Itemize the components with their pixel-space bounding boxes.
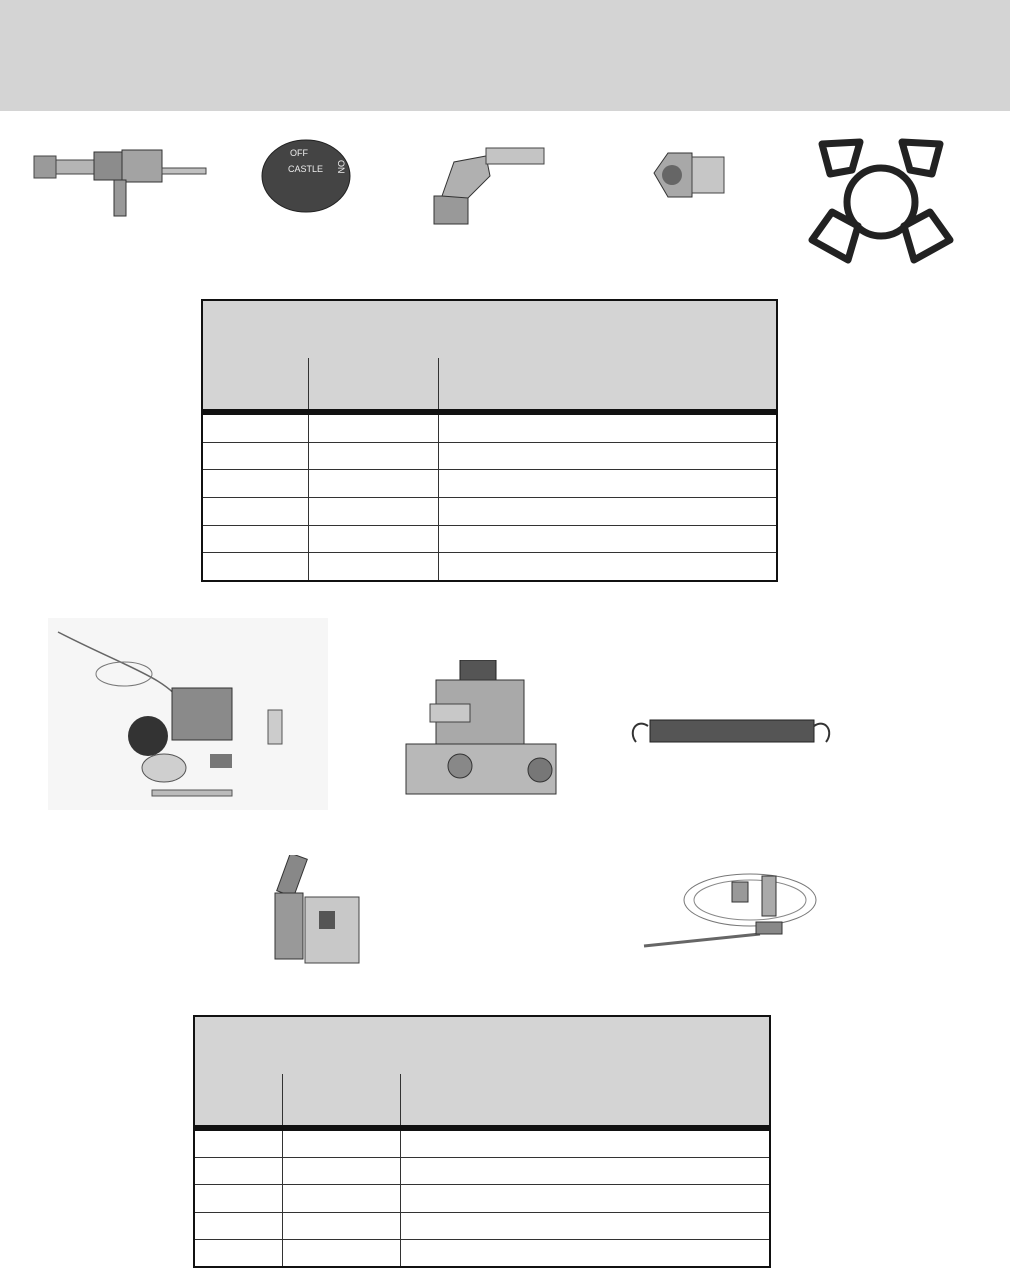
parts-table-1 bbox=[201, 299, 778, 582]
table-row bbox=[195, 1212, 769, 1239]
table-2-header bbox=[195, 1017, 769, 1125]
table-1-col-3-header bbox=[439, 358, 776, 409]
burner-grate-image bbox=[808, 136, 954, 268]
thermostat-kit-image bbox=[48, 618, 328, 810]
table-1-col-2-header bbox=[309, 358, 439, 409]
header-band bbox=[0, 0, 1010, 111]
table-row bbox=[195, 1184, 769, 1211]
table-2-col-3-header bbox=[401, 1074, 769, 1125]
knob-on-text: ON bbox=[336, 160, 346, 174]
pilot-burner-image bbox=[265, 855, 365, 970]
safety-valve-image bbox=[400, 660, 564, 812]
spring-image bbox=[626, 712, 836, 752]
table-1-col-1-header bbox=[203, 358, 309, 409]
castle-knob-image bbox=[258, 136, 358, 216]
table-row bbox=[203, 442, 776, 470]
pipe-adapter-image bbox=[650, 145, 730, 205]
table-row bbox=[203, 525, 776, 553]
table-row bbox=[203, 469, 776, 497]
gas-valve-image bbox=[30, 138, 210, 223]
table-row bbox=[195, 1239, 769, 1266]
parts-table-2 bbox=[193, 1015, 771, 1268]
thermocouple-kit-image bbox=[640, 862, 820, 954]
table-2-col-1-header bbox=[195, 1074, 283, 1125]
knob-brand-text: CASTLE bbox=[288, 164, 324, 174]
table-row bbox=[195, 1157, 769, 1184]
elbow-fitting-image bbox=[430, 138, 550, 230]
table-row bbox=[195, 1131, 769, 1157]
table-2-col-2-header bbox=[283, 1074, 401, 1125]
table-1-header bbox=[203, 301, 776, 409]
table-row bbox=[203, 497, 776, 525]
knob-off-text: OFF bbox=[290, 148, 308, 158]
table-row bbox=[203, 415, 776, 442]
table-row bbox=[203, 552, 776, 580]
